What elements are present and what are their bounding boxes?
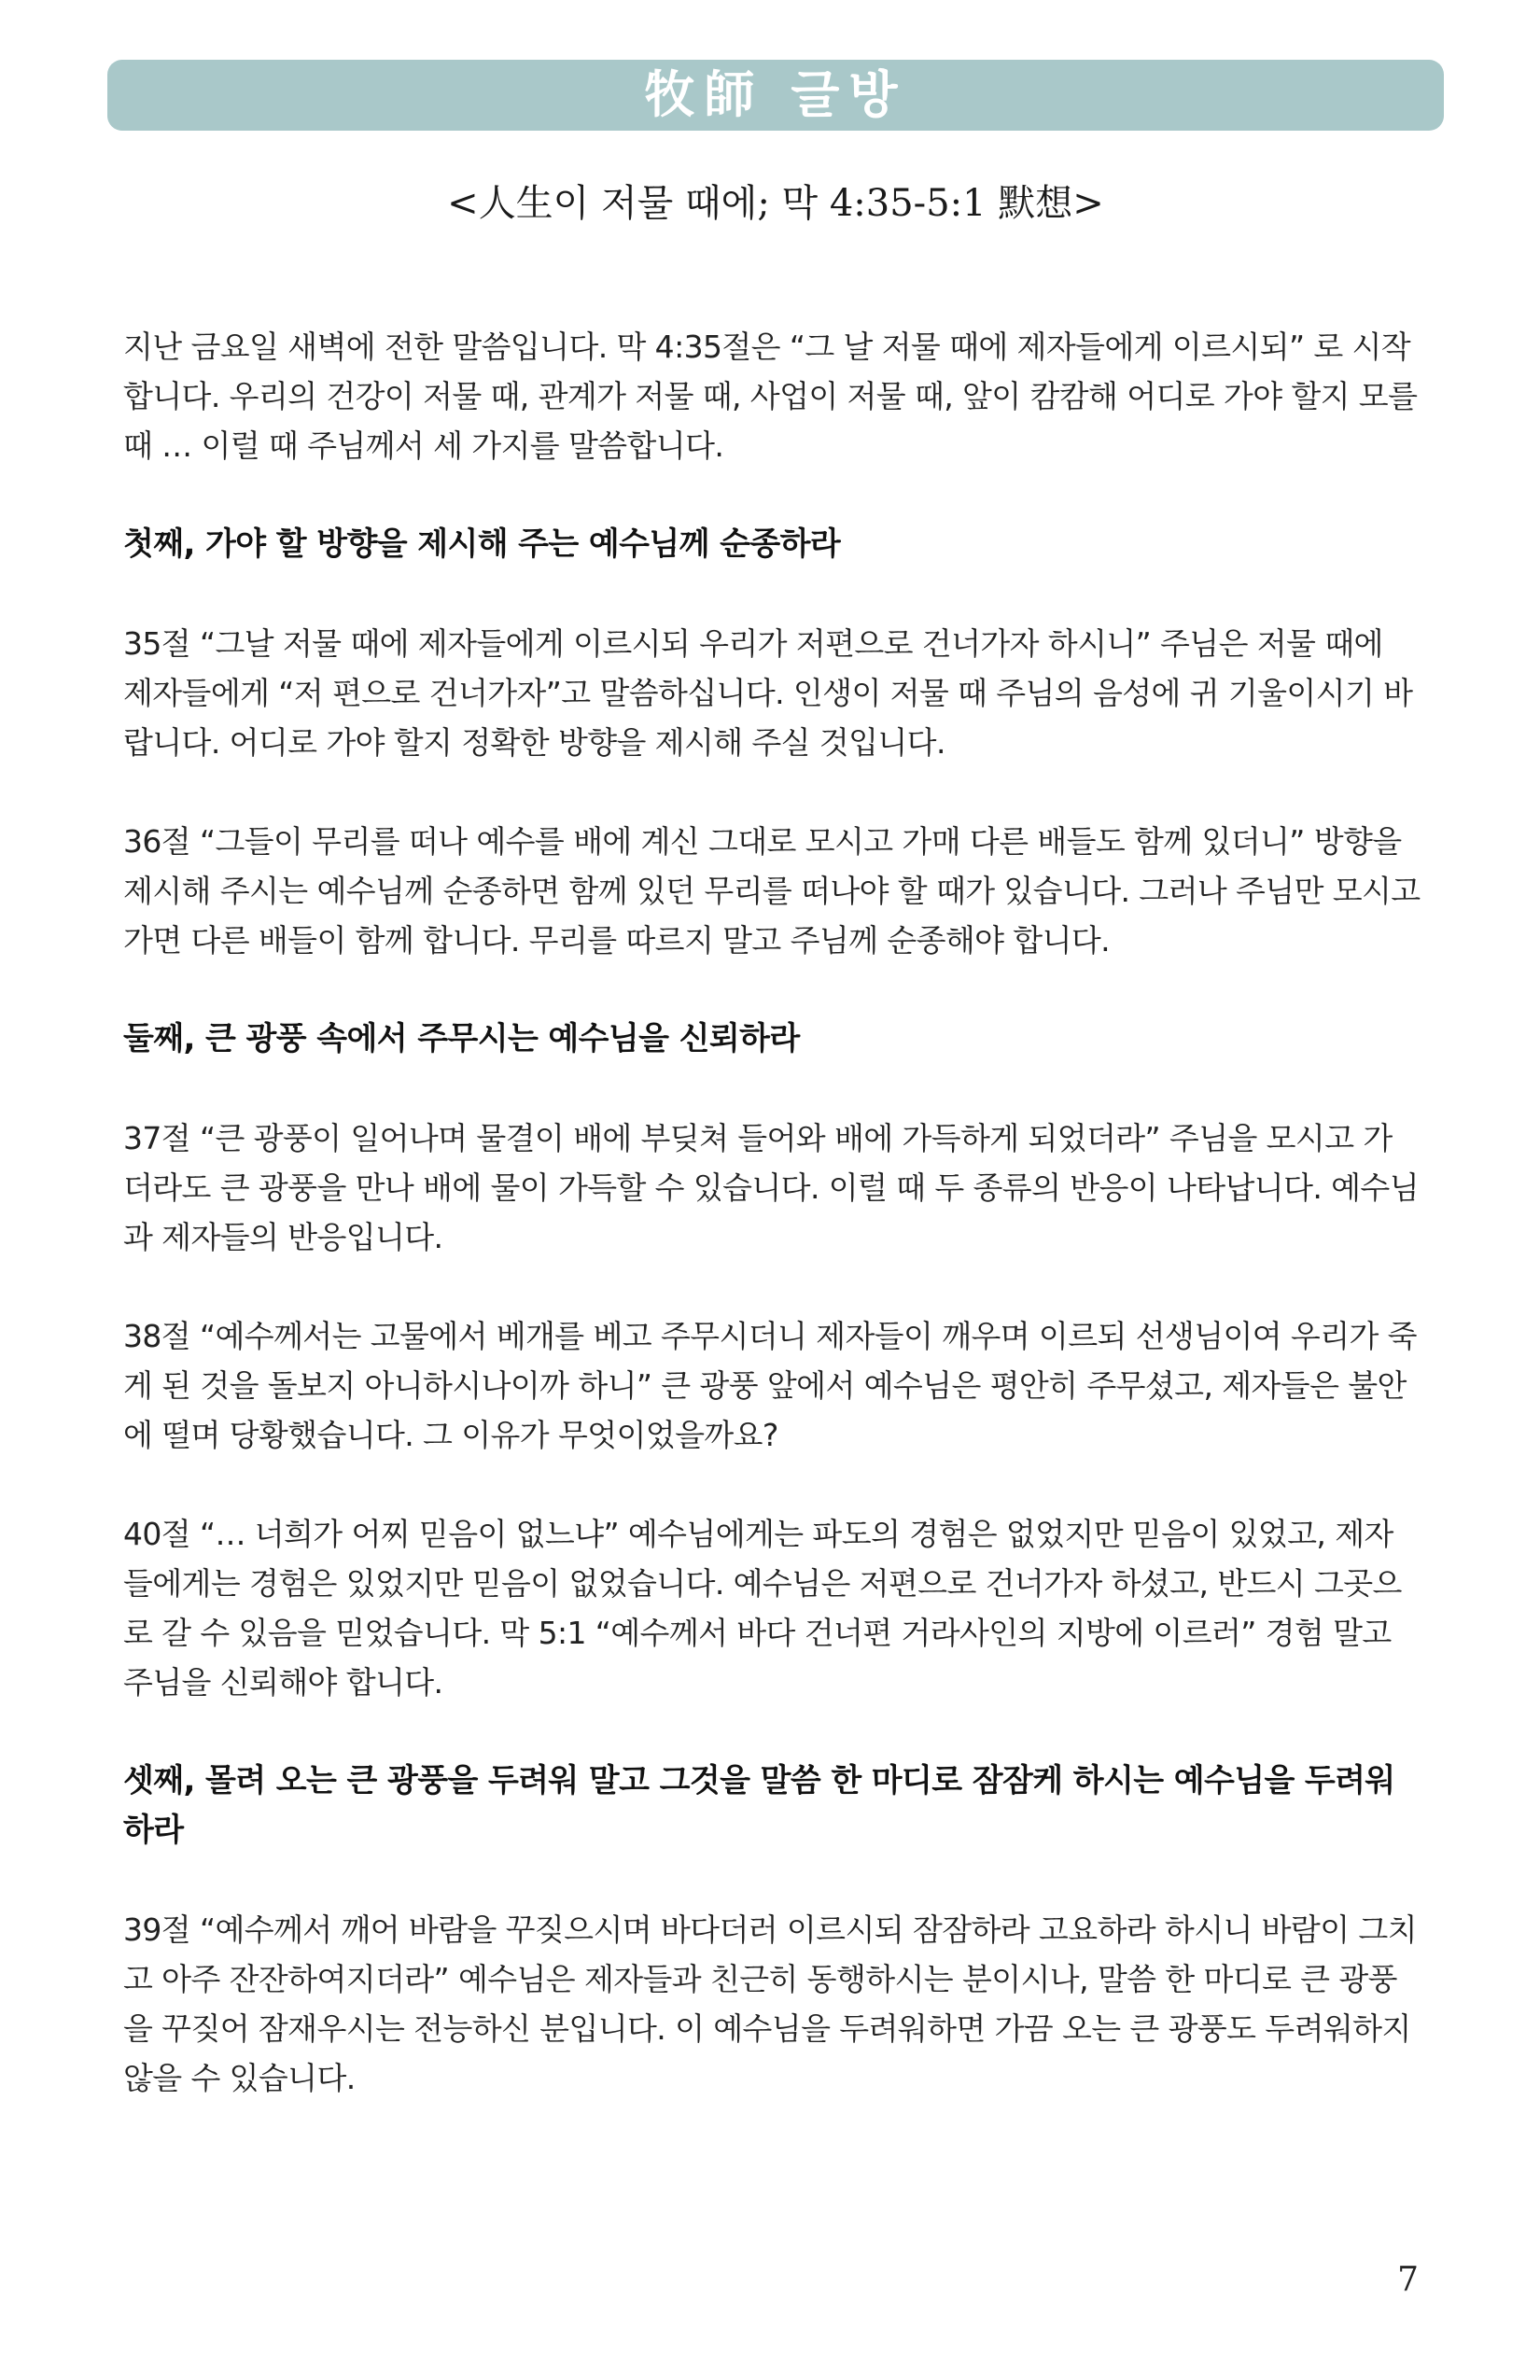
- banner-title: 牧師 글방: [644, 65, 907, 124]
- page-number: 7: [1397, 2261, 1419, 2299]
- paragraph-verse-36: 36절 “그들이 무리를 떠나 예수를 배에 계신 그대로 모시고 가매 다른 배들도 함께 있더니” 방향을 제시해 주시는 예수님께 순종하면 함께 있던 무리를 떠나야 할 때가 있습니다. 그러나 주님만 모시고 가면 다른 배들이 함께 합니다. 무리를 따르지 말고 주님께 순종해야 합니다.: [123, 823, 1421, 959]
- section-heading-2: 둘째, 큰 광풍 속에서 주무시는 예수님을 신뢰하라: [123, 1020, 800, 1057]
- section-heading-1: 첫째, 가야 할 방향을 제시해 주는 예수님께 순종하라: [123, 525, 841, 563]
- paragraph-verse-40: 40절 “… 너희가 어찌 믿음이 없느냐” 예수님에게는 파도의 경험은 없었지만 믿음이 있었고, 제자들에게는 경험은 있었지만 믿음이 없었습니다. 예수님은 저편으로 건너가자 하셨고, 반드시 그곳으로 갈 수 있음을 믿었습니다. 막 5:1 “예수께서 바다 건너편 거라사인의 지방에 이르러” 경험 말고 주님을 신뢰해야 합니다.: [123, 1516, 1402, 1701]
- intro-paragraph: 지난 금요일 새벽에 전한 말씀입니다. 막 4:35절은 “그 날 저물 때에 제자들에게 이르시되” 로 시작합니다. 우리의 건강이 저물 때, 관계가 저물 때, 사업이 저물 때, 앞이 캄캄해 어디로 가야 할지 모를 때 … 이럴 때 주님께서 세 가지를 말씀합니다.: [123, 329, 1418, 464]
- section-banner: [107, 60, 1444, 131]
- document-title: <人生이 저물 때에; 막 4:35-5:1 默想>: [447, 182, 1104, 225]
- paragraph-verse-35: 35절 “그날 저물 때에 제자들에게 이르시되 우리가 저편으로 건너가자 하시니” 주님은 저물 때에 제자들에게 “저 편으로 건너가자”고 말씀하십니다. 인생이 저물 때 주님의 음성에 귀 기울이시기 바랍니다. 어디로 가야 할지 정확한 방향을 제시해 주실 것입니다.: [123, 625, 1413, 761]
- paragraph-verse-37: 37절 “큰 광풍이 일어나며 물결이 배에 부딪쳐 들어와 배에 가득하게 되었더라” 주님을 모시고 가더라도 큰 광풍을 만나 배에 물이 가득할 수 있습니다. 이럴 때 두 종류의 반응이 나타납니다. 예수님과 제자들의 반응입니다.: [123, 1120, 1419, 1255]
- section-heading-3: 셋째, 몰려 오는 큰 광풍을 두려워 말고 그것을 말씀 한 마디로 잠잠케 하시는 예수님을 두려워하라: [123, 1762, 1395, 1849]
- article-body: [123, 322, 1421, 2152]
- paragraph-verse-38: 38절 “예수께서는 고물에서 베개를 베고 주무시더니 제자들이 깨우며 이르되 선생님이여 우리가 죽게 된 것을 돌보지 아니하시나이까 하니” 큰 광풍 앞에서 예수님은 평안히 주무셨고, 제자들은 불안에 떨며 당황했습니다. 그 이유가 무엇이었을까요?: [123, 1318, 1417, 1453]
- paragraph-verse-39: 39절 “예수께서 깨어 바람을 꾸짖으시며 바다더러 이르시되 잠잠하라 고요하라 하시니 바람이 그치고 아주 잔잔하여지더라” 예수님은 제자들과 친근히 동행하시는 분이시나, 말씀 한 마디로 큰 광풍을 꾸짖어 잠재우시는 전능하신 분입니다. 이 예수님을 두려워하면 가끔 오는 큰 광풍도 두려워하지 않을 수 있습니다.: [123, 1911, 1417, 2096]
